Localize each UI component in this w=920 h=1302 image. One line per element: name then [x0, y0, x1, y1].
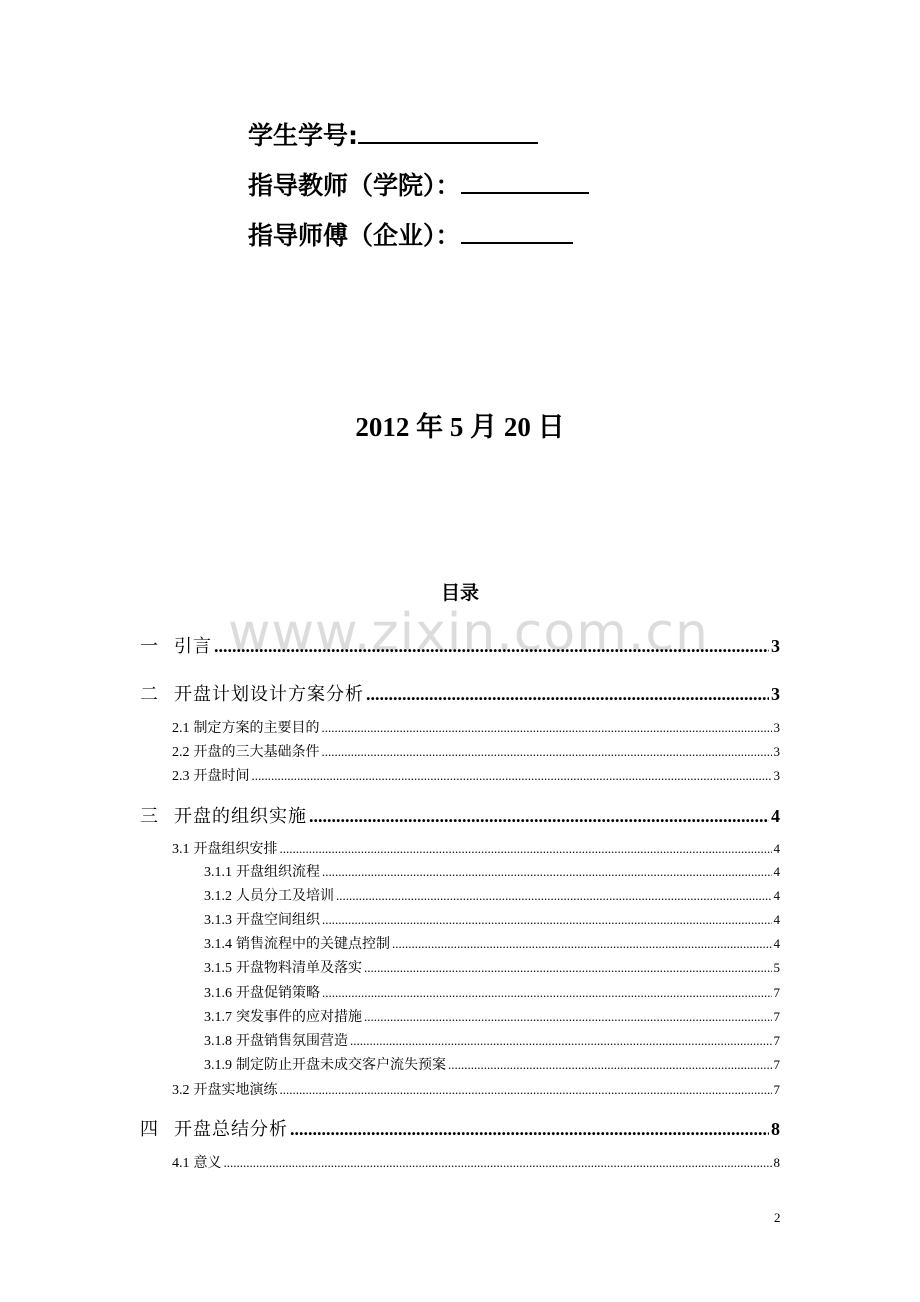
toc-leader-dots — [322, 864, 772, 880]
toc-leader-dots — [214, 636, 769, 657]
toc-leader-dots — [309, 806, 769, 827]
toc-entry-title: 开盘组织流程 — [236, 864, 320, 880]
toc-leader-dots — [350, 1033, 772, 1049]
toc-entry[interactable] — [140, 680, 780, 706]
toc-entry-page: 4 — [773, 936, 780, 951]
toc-entry[interactable] — [204, 1006, 780, 1026]
toc-entry-number: 三 — [140, 806, 158, 827]
college-advisor-blank — [461, 168, 589, 194]
toc-entry[interactable] — [204, 909, 780, 929]
toc-leader-dots — [322, 744, 772, 760]
toc-leader-dots — [364, 1009, 772, 1025]
enterprise-mentor-label: 指导师傅（企业）： — [248, 221, 461, 250]
toc-entry[interactable] — [140, 1115, 780, 1141]
toc-entry-number: 二 — [140, 684, 158, 705]
toc-entry[interactable] — [172, 838, 780, 858]
toc-entry-title: 制定防止开盘未成交客户流失预案 — [236, 1057, 446, 1073]
toc-entry-number: 四 — [140, 1119, 158, 1140]
toc-leader-dots — [290, 1119, 769, 1140]
toc-entry-number: 3.1.7 — [204, 1010, 232, 1025]
toc-entry-number: 2.3 — [172, 769, 190, 784]
toc-entry-title: 开盘总结分析 — [174, 1119, 288, 1140]
toc-entry-number: 一 — [140, 636, 158, 657]
toc-entry-title: 开盘空间组织 — [236, 912, 320, 928]
toc-entry-title: 开盘的三大基础条件 — [193, 744, 320, 760]
toc-entry[interactable] — [204, 982, 780, 1002]
toc-entry-number: 3.2 — [172, 1083, 190, 1098]
toc-entry-page: 3 — [771, 684, 780, 704]
toc-leader-dots — [392, 936, 772, 952]
watermark: www.zixin.com.cn — [228, 603, 709, 663]
toc-entry-page: 7 — [773, 1082, 780, 1097]
toc-entry-title: 突发事件的应对措施 — [236, 1009, 362, 1025]
enterprise-mentor-field — [248, 218, 573, 253]
toc-leader-dots — [322, 985, 772, 1001]
toc-entry-title: 开盘物料清单及落实 — [236, 960, 362, 976]
toc-entry-title: 意义 — [193, 1155, 222, 1171]
toc-leader-dots — [252, 768, 772, 784]
toc-entry-number: 2.1 — [172, 721, 190, 736]
college-advisor-field — [248, 168, 589, 203]
toc-entry-number: 3.1.8 — [204, 1034, 232, 1049]
toc-entry-number: 2.2 — [172, 745, 190, 760]
toc-entry[interactable] — [204, 1030, 780, 1050]
toc-entry-title: 开盘实地演练 — [193, 1082, 278, 1098]
toc-entry-page: 7 — [773, 1057, 780, 1072]
toc-entry[interactable] — [204, 861, 780, 881]
toc-entry[interactable] — [172, 717, 780, 737]
toc-entry-page: 8 — [771, 1119, 780, 1139]
toc-leader-dots — [280, 841, 772, 857]
toc-entry-title: 开盘促销策略 — [236, 985, 320, 1001]
toc-entry-title: 引言 — [174, 636, 212, 657]
toc-entry-page: 4 — [773, 888, 780, 903]
college-advisor-label: 指导教师（学院）： — [248, 171, 461, 200]
toc-entry-number: 3.1.6 — [204, 986, 232, 1001]
toc-title: 目录 — [440, 582, 479, 604]
toc-entry[interactable] — [172, 765, 780, 785]
toc-entry-page: 4 — [773, 912, 780, 927]
enterprise-mentor-blank — [461, 218, 573, 244]
toc-entry-page: 7 — [773, 985, 780, 1000]
toc-entry[interactable] — [172, 1079, 780, 1099]
report-date: 2012 年 5 月 20 日 — [355, 412, 565, 442]
toc-entry-page: 7 — [773, 1009, 780, 1024]
toc-entry[interactable] — [204, 1054, 780, 1074]
toc-entry[interactable] — [172, 1152, 780, 1172]
toc-entry-page: 3 — [773, 744, 780, 759]
toc-leader-dots — [280, 1082, 772, 1098]
toc-entry[interactable] — [140, 632, 780, 658]
toc-entry-number: 3.1.2 — [204, 889, 232, 904]
toc-leader-dots — [364, 960, 772, 976]
toc-entry-number: 3.1.5 — [204, 961, 232, 976]
toc-leader-dots — [322, 720, 772, 736]
toc-leader-dots — [322, 912, 772, 928]
toc-leader-dots — [448, 1057, 772, 1073]
toc-entry-title: 人员分工及培训 — [236, 888, 334, 904]
toc-entry[interactable] — [204, 957, 780, 977]
toc-entry-number: 3.1 — [172, 842, 190, 857]
toc-entry-title: 开盘的组织实施 — [174, 806, 307, 827]
toc-entry-number: 3.1.9 — [204, 1058, 232, 1073]
toc-entry-title: 开盘销售氛围营造 — [236, 1033, 348, 1049]
toc-entry-page: 3 — [771, 636, 780, 656]
toc-entry-number: 3.1.1 — [204, 865, 232, 880]
page-number: 2 — [774, 1210, 781, 1225]
toc-entry[interactable] — [140, 802, 780, 828]
toc-entry-title: 开盘计划设计方案分析 — [174, 684, 364, 705]
toc-entry[interactable] — [204, 885, 780, 905]
toc-entry-title: 制定方案的主要目的 — [193, 720, 320, 736]
toc-entry[interactable] — [172, 741, 780, 761]
toc-entry-page: 4 — [773, 841, 780, 856]
toc-entry-title: 销售流程中的关键点控制 — [236, 936, 390, 952]
toc-entry-page: 7 — [773, 1033, 780, 1048]
toc-entry-number: 4.1 — [172, 1156, 190, 1171]
student-id-label: 学生学号: — [248, 121, 358, 150]
toc-leader-dots — [336, 888, 772, 904]
toc-leader-dots — [366, 684, 769, 705]
toc-entry-title: 开盘组织安排 — [193, 841, 278, 857]
student-id-field — [248, 118, 538, 153]
student-id-blank — [358, 118, 538, 144]
toc-entry-number: 3.1.3 — [204, 913, 232, 928]
toc-entry-page: 3 — [773, 768, 780, 783]
toc-leader-dots — [224, 1155, 772, 1171]
toc-entry-page: 3 — [773, 720, 780, 735]
toc-entry-number: 3.1.4 — [204, 937, 232, 952]
toc-entry-page: 4 — [771, 806, 780, 826]
toc-entry-page: 8 — [773, 1155, 780, 1170]
toc-entry-page: 5 — [773, 960, 780, 975]
toc-entry-title: 开盘时间 — [193, 768, 250, 784]
toc-entry[interactable] — [204, 933, 780, 953]
toc-entry-page: 4 — [773, 864, 780, 879]
